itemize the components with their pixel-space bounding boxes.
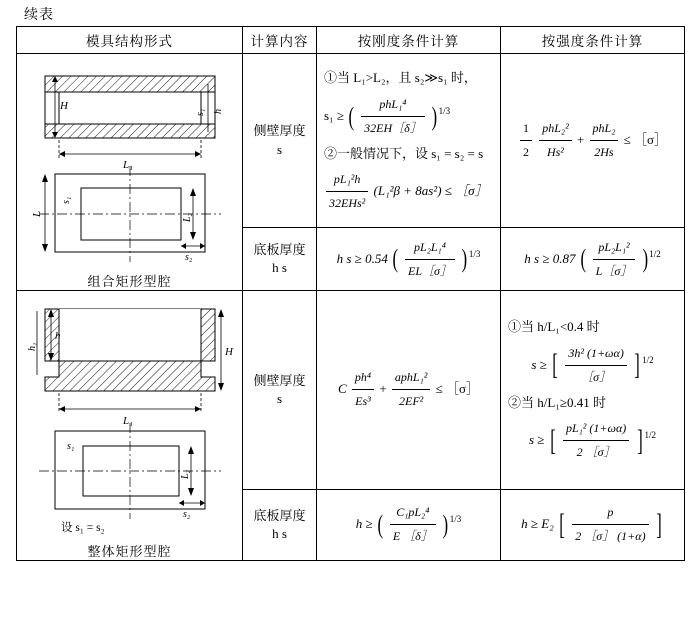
calc-item-line2: s xyxy=(276,390,283,406)
svg-text:s₂: s₂ xyxy=(184,252,192,263)
strength-formula xyxy=(501,307,684,472)
header-stiffness: 按刚度条件计算 xyxy=(317,27,501,54)
fraction-denominator: E ［δ］ xyxy=(392,529,433,544)
fraction xyxy=(326,168,368,215)
fraction-denominator: Hs² xyxy=(546,145,564,160)
svg-text:L₂: L₂ xyxy=(181,212,193,222)
fraction-denominator: 2Hs xyxy=(594,145,614,160)
fraction-numerator: phL₂ xyxy=(590,117,619,141)
header-row xyxy=(17,27,685,54)
table-row xyxy=(17,54,685,228)
fraction-denominator: 2 ［σ］ xyxy=(576,445,616,460)
strength-cell xyxy=(501,489,685,560)
figure-caption: 整体矩形型腔 xyxy=(87,544,172,559)
exponent: 1/3 xyxy=(438,105,451,116)
fraction-term-1 xyxy=(539,117,571,164)
calc-item-label xyxy=(243,507,316,543)
plus-sign: + xyxy=(576,132,585,148)
fraction xyxy=(563,417,629,464)
svg-text:s₁: s₁ xyxy=(60,196,72,204)
fraction-numerator: 3h² (1+ωα) xyxy=(565,342,626,366)
header-calc-item: 计算内容 xyxy=(243,27,317,54)
svg-text:s₁: s₁ xyxy=(194,108,206,116)
expr-lhs: h ≥ xyxy=(355,516,373,532)
fraction-term-2 xyxy=(392,366,430,413)
coefficient-c: C xyxy=(337,381,347,397)
stiffness-cell xyxy=(317,291,501,490)
paren-open: ( xyxy=(377,510,384,540)
fraction-numerator: phL₁⁴ xyxy=(361,93,425,117)
paren-close: ) xyxy=(442,510,449,540)
fraction-denominator: 2 ［σ］ (1+α) xyxy=(575,529,646,544)
paren-open: ( xyxy=(348,101,355,131)
fraction xyxy=(593,236,636,283)
fraction xyxy=(361,93,425,140)
integral-rect-drawing xyxy=(25,291,235,539)
strength-formula xyxy=(501,230,684,289)
svg-text:设 s₁ = s₂: 设 s₁ = s₂ xyxy=(60,522,105,534)
exponent: 1/2 xyxy=(644,430,657,441)
fraction-denominator: 2EF² xyxy=(399,394,424,409)
svg-text:h: h xyxy=(212,109,224,114)
fraction xyxy=(572,501,648,548)
stiffness-cell xyxy=(317,54,501,228)
calc-item-line1: 侧壁厚度 xyxy=(253,372,306,388)
svg-text:H: H xyxy=(224,346,233,358)
calc-item-label xyxy=(243,372,316,408)
figure-caption: 组合矩形型腔 xyxy=(87,274,172,289)
svg-text:h₁: h₁ xyxy=(26,342,38,351)
svg-text:L₁: L₁ xyxy=(122,159,133,171)
bracket-close: ] xyxy=(656,507,662,541)
expr-lhs: h s ≥ 0.54 xyxy=(336,250,388,266)
fraction-denominator: EL［σ］ xyxy=(408,263,452,278)
calc-item-cell xyxy=(243,291,317,490)
paren-close: ) xyxy=(461,244,468,274)
exponent: 1/2 xyxy=(642,355,654,366)
calc-item-cell xyxy=(243,228,317,291)
fraction-numerator: C₁pL₂⁴ xyxy=(390,501,436,525)
fraction xyxy=(405,236,455,283)
fraction-coefficient xyxy=(520,117,532,164)
fraction xyxy=(390,501,436,548)
fraction-denominator: L［σ］ xyxy=(595,263,633,278)
strength-expression-2 xyxy=(508,417,677,464)
svg-text:s₂: s₂ xyxy=(182,509,190,520)
fraction xyxy=(565,342,626,389)
table-body xyxy=(17,54,685,561)
expr1-lhs: s ≥ xyxy=(531,357,547,373)
paren-open: ( xyxy=(392,244,399,274)
fraction-denominator: 32EH［δ］ xyxy=(364,120,422,135)
strength-condition-2: ②当 h/L₁≥0.41 时 xyxy=(508,394,606,410)
strength-formula xyxy=(501,111,684,170)
bracket-close: ] xyxy=(634,348,640,382)
fraction-numerator: 1 xyxy=(520,117,532,141)
svg-text:L₁: L₁ xyxy=(122,415,133,427)
fraction-denominator: Es³ xyxy=(355,394,371,409)
expr-lhs: h s ≥ 0.87 xyxy=(524,250,576,266)
figure-cell-combined-rect xyxy=(17,54,243,291)
bracket-open: [ xyxy=(549,423,556,457)
calc-item-label xyxy=(243,122,316,158)
paren-close: ) xyxy=(431,101,438,131)
expr-lhs: h ≥ E₂ xyxy=(521,516,554,532)
svg-text:h: h xyxy=(54,330,60,342)
bracket-open: [ xyxy=(559,507,565,541)
svg-text:L₂: L₂ xyxy=(179,469,191,479)
strength-cell xyxy=(501,228,685,291)
figure-cell-integral-rect xyxy=(17,291,243,561)
fraction-term-1 xyxy=(352,366,374,413)
calc-item-line2: s xyxy=(276,141,283,157)
stiffness-expression-1 xyxy=(324,93,493,140)
calc-item-line2: h s xyxy=(272,525,287,541)
stiffness-expression-2 xyxy=(324,168,493,215)
paren-open: ( xyxy=(580,244,586,274)
combined-rect-drawing xyxy=(25,54,235,269)
fraction-numerator: p xyxy=(572,501,648,525)
fraction-numerator: pL₂L₁² xyxy=(593,236,636,260)
calc-item-line1: 侧壁厚度 xyxy=(253,123,306,139)
stiffness-cell xyxy=(317,228,501,291)
figure-combined-rect xyxy=(17,54,242,290)
fraction-numerator: pL₁² (1+ωα) xyxy=(563,417,629,441)
fraction-numerator: pL₁²h xyxy=(326,168,368,192)
strength-condition-1: ①当 h/L₁<0.4 时 xyxy=(508,319,600,335)
calc-item-line1: 底板厚度 xyxy=(253,507,306,523)
expr2-lhs: s ≥ xyxy=(528,432,545,448)
plus-sign: + xyxy=(379,381,387,397)
stiffness-formula xyxy=(317,495,500,554)
strength-cell xyxy=(501,54,685,228)
stiffness-formula xyxy=(317,58,500,223)
fraction-denominator: ［σ］ xyxy=(581,369,612,384)
calc-item-cell xyxy=(243,489,317,560)
fraction-numerator: ph⁴ xyxy=(352,366,374,390)
stiffness-formula xyxy=(317,360,500,419)
header-strength: 按强度条件计算 xyxy=(501,27,685,54)
strength-formula xyxy=(501,495,684,554)
strength-expression-1 xyxy=(508,342,677,389)
calc-item-label xyxy=(243,241,316,277)
svg-text:L: L xyxy=(30,210,43,217)
fraction-denominator: 32EHs² xyxy=(329,196,366,211)
stiffness-cell xyxy=(317,489,501,560)
fraction-denominator: 2 xyxy=(522,145,529,160)
fraction-numerator: aphL₁² xyxy=(392,366,430,390)
calc-item-line1: 底板厚度 xyxy=(253,241,306,257)
svg-text:H: H xyxy=(59,100,68,112)
bracket-close: ] xyxy=(636,423,643,457)
table-row xyxy=(17,291,685,490)
stiffness-formula xyxy=(317,230,500,289)
strength-cell xyxy=(501,291,685,490)
stiffness-tail: ≤ ［σ］ xyxy=(435,381,480,397)
exponent: 1/3 xyxy=(468,248,481,259)
stiffness-condition-1: ①当 L₁>L₂，且 s₂≫s₁ 时， xyxy=(324,70,477,86)
fraction-term-2 xyxy=(590,117,619,164)
calc-item-cell xyxy=(243,54,317,228)
expr2-rest: (L₁²β + 8as²) ≤ ［σ］ xyxy=(373,183,488,199)
calc-item-line2: h s xyxy=(272,260,287,276)
strength-tail: ≤ ［σ］ xyxy=(623,132,668,148)
continuation-label: 续表 xyxy=(24,8,54,23)
specification-table xyxy=(16,26,685,561)
exponent: 1/2 xyxy=(649,248,661,259)
fraction-numerator: pL₂L₁⁴ xyxy=(405,236,455,260)
svg-text:s₁: s₁ xyxy=(66,441,74,452)
paren-close: ) xyxy=(642,244,648,274)
fraction-numerator: phL₂² xyxy=(539,117,571,141)
figure-integral-rect xyxy=(17,291,242,560)
exponent: 1/3 xyxy=(449,514,462,525)
bracket-open: [ xyxy=(552,348,558,382)
table-head xyxy=(17,27,685,54)
expr1-lhs: s₁ ≥ xyxy=(324,107,344,123)
stiffness-condition-2: ②一般情况下，设 s₁ = s₂ = s xyxy=(324,145,484,161)
header-structure: 模具结构形式 xyxy=(17,27,243,54)
